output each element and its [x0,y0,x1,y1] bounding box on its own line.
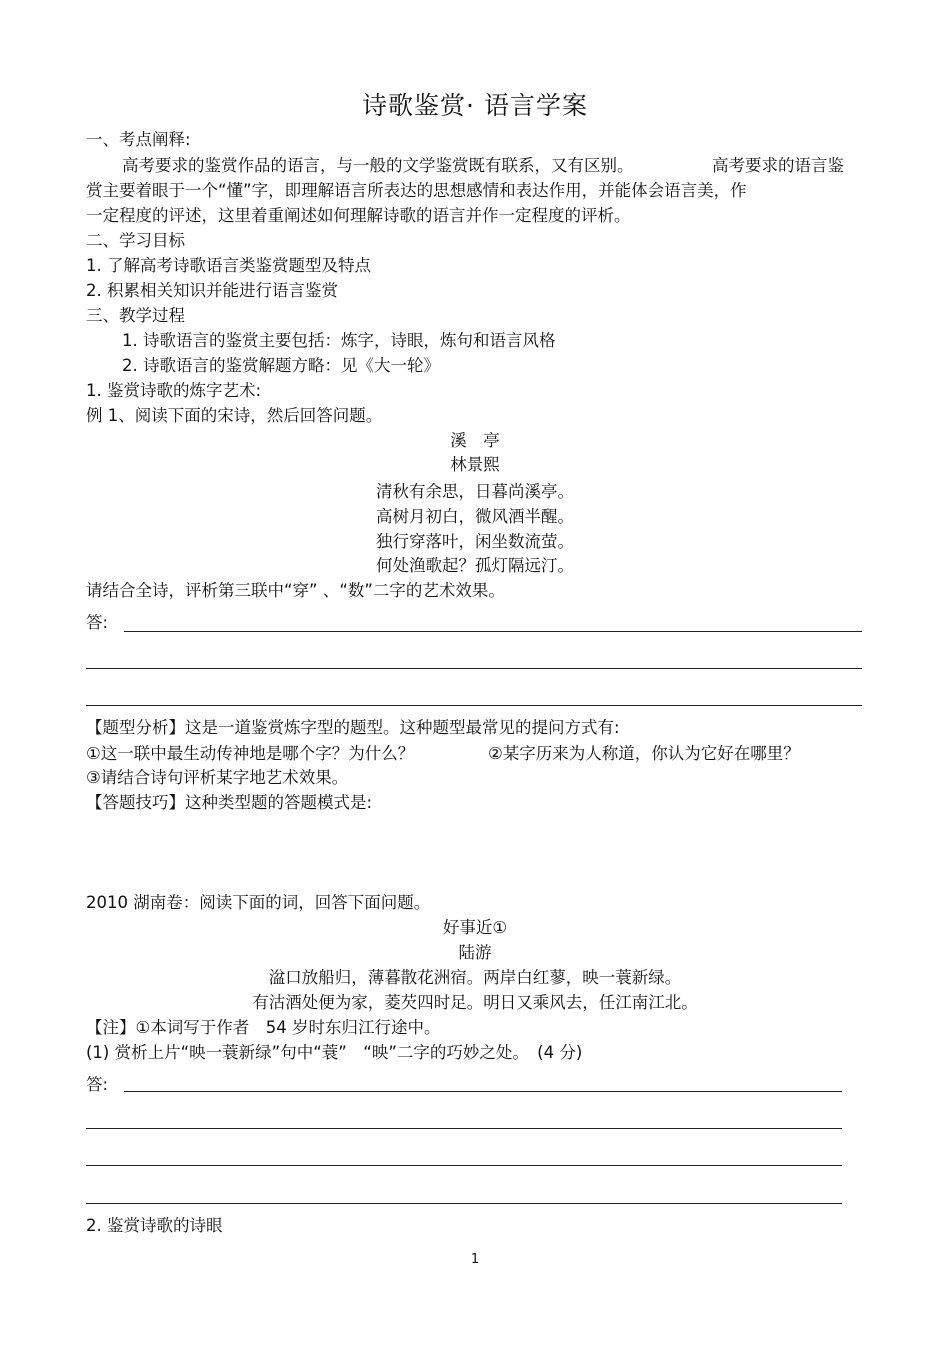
question-text: (1) 赏析上片“映一蓑新绿”句中“蓑” “映”二字的巧妙之处。 (4 分) [86,1043,583,1062]
answer-line [124,1091,842,1092]
poem-line: 何处渔歌起？孤灯隔远汀。 [376,556,574,575]
answer-label: 答: [86,613,109,632]
poem-line: 有沽酒处便为家，菱芡四时足。明日又乘风去，任江南江北。 [252,993,698,1012]
question-type-1: ①这一联中最生动传神地是哪个字？为什么？ [86,744,415,763]
goal-item: 1. 了解高考诗歌语言类鉴赏题型及特点 [86,256,371,275]
poem-author: 林景熙 [450,455,500,474]
technique-text: 【答题技巧】这种类型题的答题模式是: [86,793,373,812]
poem-title: 好事近① [442,918,508,937]
analysis-text: 【题型分析】这是一道鉴赏炼字型的题型。这种题型最常见的提问方式有: [86,718,620,737]
answer-line [86,1203,842,1204]
paragraph-line: 赏主要着眼于一个“懂”字，即理解语言所表达的思想感情和表达作用，并能体会语言美，作 [86,181,747,200]
process-item: 2. 诗歌语言的鉴赏解题方略：见《大一轮》 [122,356,440,375]
poem-title: 溪 亭 [450,431,500,450]
section-heading-2: 二、学习目标 [86,231,185,250]
answer-line [124,631,862,632]
question-type-2: ②某字历来为人称道，你认为它好在哪里？ [488,744,800,763]
answer-line [86,668,862,669]
paragraph-line: 高考要求的语言鉴 [712,156,844,175]
paragraph-line: 一定程度的评述，这里着重阐述如何理解诗歌的语言并作一定程度的评析。 [86,206,631,225]
page-title: 诗歌鉴赏· 语言学案 [362,91,588,120]
answer-line [86,705,862,706]
answer-line [86,1128,842,1129]
process-item: 1. 诗歌语言的鉴赏主要包括：炼字，诗眼，炼句和语言风格 [122,331,556,350]
answer-line [86,1165,842,1166]
poem-line: 湓口放船归，薄暮散花洲宿。两岸白红蓼，映一蓑新绿。 [268,968,682,987]
answer-label: 答: [86,1075,109,1094]
question-text: 请结合全诗，评析第三联中“穿” 、“数”二字的艺术效果。 [86,581,505,600]
example-intro: 例 1、阅读下面的宋诗，然后回答问题。 [86,406,383,425]
poem-line: 清秋有余思，日暮尚溪亭。 [376,482,574,501]
poem-note: 【注】①本词写于作者 54 岁时东归江行途中。 [86,1018,441,1037]
goal-item: 2. 积累相关知识并能进行语言鉴赏 [86,281,338,300]
poem-author: 陆游 [458,943,492,962]
section-heading-3: 三、教学过程 [86,306,185,325]
part-heading-2: 2. 鉴赏诗歌的诗眼 [86,1216,223,1235]
page-number: 1 [470,1252,480,1267]
paragraph-line: 高考要求的鉴赏作品的语言，与一般的文学鉴赏既有联系，又有区别。 [122,156,634,175]
part-heading-1: 1. 鉴赏诗歌的炼字艺术: [86,381,262,400]
question-type-3: ③请结合诗句评析某字地艺术效果。 [86,768,349,787]
exam-intro: 2010 湖南卷：阅读下面的词，回答下面问题。 [86,893,431,912]
poem-line: 独行穿落叶，闲坐数流萤。 [376,532,574,551]
section-heading-1: 一、考点阐释: [86,130,191,149]
poem-line: 高树月初白，微风酒半醒。 [376,507,574,526]
